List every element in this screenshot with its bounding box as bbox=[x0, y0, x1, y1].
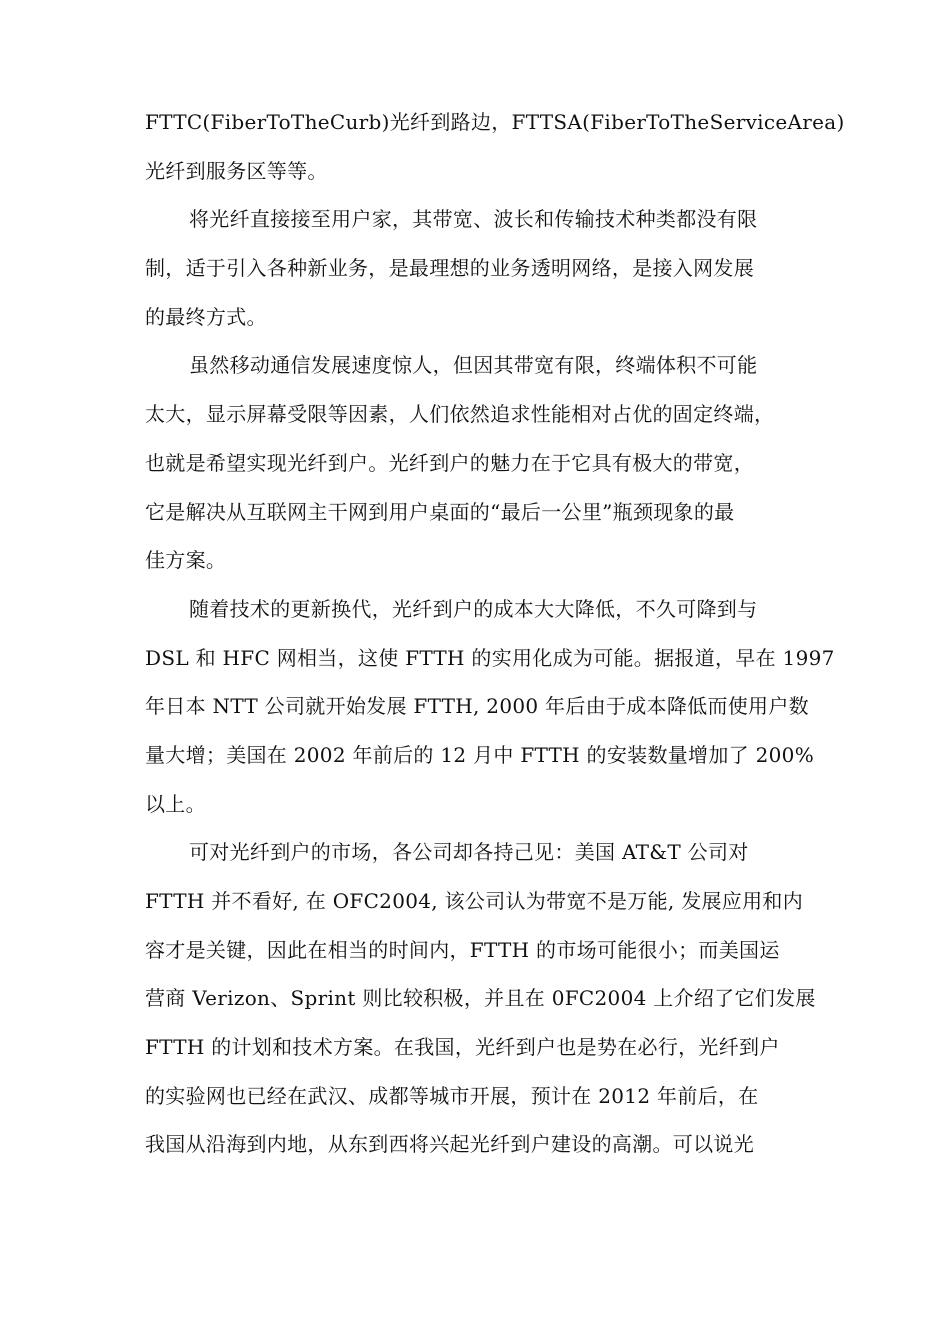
text-line: FTTH 并不看好, 在 OFC2004, 该公司认为带宽不是万能, 发展应用和内 bbox=[145, 889, 804, 913]
text-line: FTTH 的计划和技术方案。在我国，光纤到户也是势在必行，光纤到户 bbox=[145, 1035, 780, 1060]
text-line: 的最终方式。 bbox=[145, 304, 267, 329]
text-line: FTTC(FiberToTheCurb)光纤到路边，FTTSA(FiberToTheServiceArea) bbox=[145, 110, 845, 134]
text-line: 也就是希望实现光纤到户。光纤到户的魅力在于它具有极大的带宽， bbox=[145, 450, 754, 475]
document-body bbox=[145, 98, 845, 1169]
text-line: 营商 Verizon、Sprint 则比较积极，并且在 0FC2004 上介绍了它们发展 bbox=[145, 986, 816, 1011]
text-line: 随着技术的更新换代，光纤到户的成本大大降低，不久可降到与 bbox=[189, 596, 758, 621]
text-line: 制，适于引入各种新业务，是最理想的业务透明网络，是接入网发展 bbox=[145, 256, 754, 281]
text-line: 以上。 bbox=[145, 791, 206, 816]
text-line: 年日本 NTT 公司就开始发展 FTTH, 2000 年后由于成本降低而使用户数 bbox=[145, 694, 809, 719]
text-line: 佳方案。 bbox=[145, 548, 227, 573]
text-line: 它是解决从互联网主干网到用户桌面的“最后一公里”瓶颈现象的最 bbox=[145, 499, 735, 524]
text-line: DSL 和 HFC 网相当，这使 FTTH 的实用化成为可能。据报道，早在 1997 bbox=[145, 645, 835, 670]
text-line: 太大，显示屏幕受限等因素，人们依然追求性能相对占优的固定终端， bbox=[145, 402, 775, 427]
text-line: 虽然移动通信发展速度惊人，但因其带宽有限，终端体积不可能 bbox=[189, 353, 758, 378]
text-line: 的实验网也已经在武汉、成都等城市开展，预计在 2012 年前后，在 bbox=[145, 1083, 759, 1108]
text-line: 将光纤直接接至用户家，其带宽、波长和传输技术种类都没有限 bbox=[189, 207, 758, 232]
text-line: 量大增；美国在 2002 年前后的 12 月中 FTTH 的安装数量增加了 200% bbox=[145, 742, 814, 767]
text-line: 容才是关键，因此在相当的时间内，FTTH 的市场可能很小；而美国运 bbox=[145, 937, 780, 962]
text-line: 我国从沿海到内地，从东到西将兴起光纤到户建设的高潮。可以说光 bbox=[145, 1132, 754, 1157]
text-line: 可对光纤到户的市场，各公司却各持己见：美国 AT&T 公司对 bbox=[189, 840, 749, 865]
text-line: 光纤到服务区等等。 bbox=[145, 158, 328, 183]
